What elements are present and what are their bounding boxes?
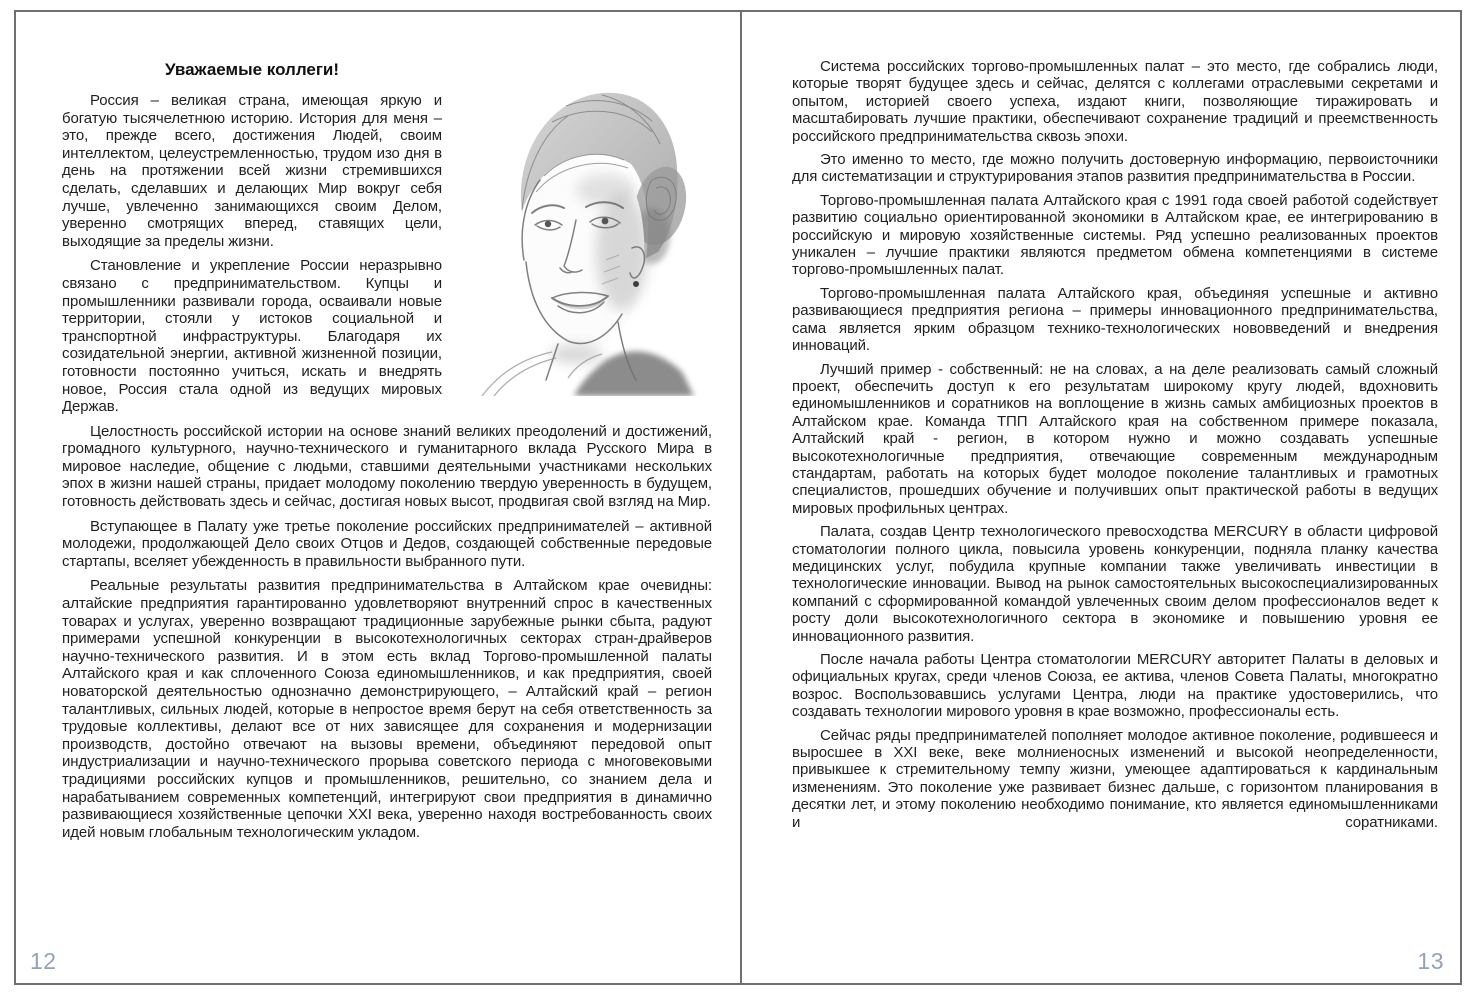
paragraph: Становление и укрепление России неразрывно связано с предпринимательством. Купцы и промышленники развивали города, осваивали новые территории, стояли у истоков социальной и транспортной инфраструктуры. Благодаря их созидательной энергии, активной жизненной позиции, готовности постоянно учиться, искать и внедрять новое, Россия стала одной из ведущих мировых Держав. — [62, 257, 442, 416]
book-spread-frame — [14, 10, 1462, 985]
page-number-right: 13 — [1417, 948, 1444, 974]
portrait-sketch-svg — [456, 60, 712, 396]
page-13 — [742, 12, 1460, 983]
paragraph: Палата, создав Центр технологического превосходства MERCURY в области цифровой стоматологии полного цикла, повысила уровень конкуренции, подняла планку качества медицинских услуг, побудила крупные компании также увеличивать инвестиции в технологические инновации. Вывод на рынок самостоятельных высокоспециализированных компаний с сформированной командой увлеченных своим делом профессионалов ведет к росту доли высокотехнологичного сектора в экономике и повышению уровня ее инновационного развития. — [792, 523, 1438, 645]
paragraph: После начала работы Центра стоматологии MERCURY авторитет Палаты в деловых и официальных кругах, среди членов Союза, ее актива, членов Совета Палаты, многократно возрос. Воспользовавшись услугами Центра, люди на практике удостоверились, что создавать технологии мирового уровня в крае возможно, профессионалы есть. — [792, 651, 1438, 721]
paragraph: Торгово-промышленная палата Алтайского края с 1991 года своей работой содействует развитию социально ориентированной экономики в Алтайском крае, ее интегрированию в российскую и мировую хозяйственные системы. Ряд успешно реализованных проектов уникален – лучшие практики являются предметом обмена компетенциями в системе торгово-промышленных палат. — [792, 191, 1438, 279]
paragraph: Реальные результаты развития предпринимательства в Алтайском крае очевидны: алтайские предприятия гарантированно удовлетворяют внутренний спрос в качественных товарах и услугах, уверенно возвращают традиционные зарубежные рынки сбыта, радуют примерами успешной конкуренции в высокотехнологичных секторах стран-драйверов научно-технического развития. И в этом есть вклад Торгово-промышленной палаты Алтайского края и как сплоченного Союза единомышленников, и как предприятия, своей новаторской деятельностью однозначно демонстрирующего, – Алтайский край – регион талантливых, сильных людей, которые в непростое время берут на себя ответственность за трудовые коллективы, делают все от них зависящее для сохранения и модернизации производств, достойно отвечают на вызовы времени, объединяют передовой опыт индустриализации и научно-технического прорыва советского периода с многовековыми традициями российских купцов и промышленников, решительно, со знанием дела и нарабатыванием современных компетенций, интегрируют свои предприятия в динамично развивающиеся хозяйственные цепочки XXI века, уверенно находя востребованность своих идей новым глобальным технологическим укладом. — [62, 577, 712, 841]
page-12 — [16, 12, 740, 983]
paragraph: Это именно то место, где можно получить достоверную информацию, первоисточники для систематизации и структурирования этапов развития предпринимательства в России. — [792, 151, 1438, 186]
paragraph: Сейчас ряды предпринимателей пополняет молодое активное поколение, родившееся и выросшее в XXI веке, веке молниеносных изменений и высокой неопределенности, привыкшее к стремительному темпу жизни, умеющее адаптироваться к кардинальным изменениям. Это поколение уже развивает бизнес дальше, с горизонтом планирования в десятки лет, и этому поколению необходимо понимание, кто является единомышленниками и соратниками. — [792, 726, 1438, 831]
paragraph: Лучший пример - собственный: не на словах, а на деле реализовать самый сложный проект, обеспечить доступ к его результатам широкому кругу людей, вдохновить единомышленников и соратников на воплощение в жизнь самых амбициозных проектов в Алтайском крае. Команда ТПП Алтайского края на собственном примере показала, Алтайский край - регион, в котором нужно и можно создавать успешные высокотехнологичные предприятия, отвечающие современным международным стандартам, работать на которых будет молодое поколение талантливых и грамотных специалистов, прошедших обучение и получивших опыт практической работы в ведущих мировых профильных центрах. — [792, 360, 1438, 517]
woman-pencil-portrait — [456, 60, 712, 396]
paragraph: Вступающее в Палату уже третье поколение российских предпринимателей – активной молодежи, продолжающей Дело своих Отцов и Дедов, создающей собственные передовые стартапы, вселяет убежденность в правильности выбранного пути. — [62, 517, 712, 570]
page-number-left: 12 — [30, 948, 57, 974]
paragraph: Торгово-промышленная палата Алтайского края, объединяя успешные и активно развивающиеся предприятия региона – примеры инновационного предпринимательства, сама является ярким образцом технико-технологических нововведений и внедрения инноваций. — [792, 284, 1438, 355]
paragraph: Целостность российской истории на основе знаний великих преодолений и достижений, громадного культурного, научно-технического и гуманитарного вклада Русского Мира в мировое наследие, общение с людьми, ставшими деятельными участниками нескольких эпох в жизни нашей страны, придает молодому поколению твердую уверенность в будущем, готовность действовать здесь и сейчас, достигая новых высот, продвигая свой взгляд на Мир. — [62, 422, 712, 511]
page-title: Уважаемые коллеги! — [164, 60, 340, 79]
paragraph: Система российских торгово-промышленных палат – это место, где собрались люди, которые творят будущее здесь и сейчас, делятся с коллегами отраслевыми секретами и опытом, историей своего успеха, издают книги, позволяющие тиражировать и масштабировать лучшие практики, обеспечивают сохранение традиций и преемственность российского предпринимательства сквозь эпохи. — [792, 58, 1438, 145]
paragraph: Россия – великая страна, имеющая яркую и богатую тысячелетнюю историю. История для меня – это, прежде всего, достижения Людей, своим интеллектом, целеустремленностью, трудом изо дня в день на протяжении всей жизни стремившихся сделать, сделавших и делающих Мир вокруг себя лучше, увлеченно занимающихся своим Делом, уверенно смотрящих вперед, ставящих цели, выходящие за пределы жизни. — [62, 92, 442, 250]
